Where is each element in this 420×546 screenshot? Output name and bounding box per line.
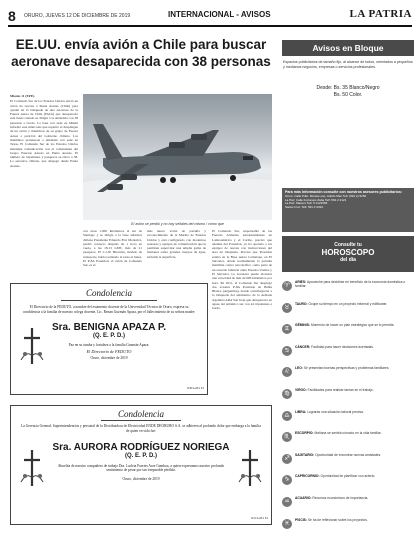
lily-cross-icon xyxy=(15,446,49,488)
avisos-title: Avisos en Bloque xyxy=(282,40,414,56)
aries-icon: ♈ xyxy=(282,281,292,291)
sign-text: Mañana se sentirá cómodo en la vida familiar. xyxy=(314,431,382,436)
horoscope-item-tauro xyxy=(282,302,414,324)
headline-line-2: aeronave desaparecida con 38 personas xyxy=(11,54,271,69)
lily-cross-icon-right xyxy=(233,446,267,488)
page-header xyxy=(8,8,412,24)
aircraft-photo xyxy=(83,94,272,220)
virgo-icon: ♍ xyxy=(282,389,292,399)
sign-text: Recursos económicos de importancia. xyxy=(312,495,369,500)
aquarius-icon: ♒ xyxy=(282,497,292,507)
sign-name: CÁNCER: xyxy=(295,344,311,349)
gemini-icon: ♊ xyxy=(282,324,292,334)
article-headline xyxy=(10,36,272,70)
horoscope-item-cancer xyxy=(282,345,414,367)
sign-name: ACUARIO: xyxy=(295,495,312,500)
header-date: ORURO, JUEVES 12 DE DICIEMBRE DE 2019 xyxy=(24,13,131,19)
article-column-1-text: El Comando Sur de los Estados Unidos envió un avión de rescate a Punta Arenas (Chile) para ayudar en la búsqueda de una aeronave de la Fuerza Aérea de Chile (FACh) que desapareció este lunes cuando se dirigía a la Antártida con 38 personas a bordo. La base con sede en Miami informó este miércoles que repartió el despliegue de un avión y miembros de su grupo de Fuerza Aérea a petición del Gobierno chileno. Los miembros pertenecen a unidades con sede en Texas, El Comando Sur de los Estados Unidos mantiene comunicación con el comandante del Grupo Fuerzas Aéreas en Punta Arenas. El número de tripulantes y pasajeros se elevó a 38. La aeronave chilena, que despegó desde Punta Arenas. xyxy=(10,99,78,168)
sign-name: CAPRICORNIO: xyxy=(295,474,320,479)
sign-text: Oportunidad de planificar con acierto. xyxy=(320,474,376,479)
sign-text: Oportunidad de encontrar nuevas amistades. xyxy=(315,452,382,457)
sign-name: ESCORPIO: xyxy=(295,431,314,436)
info-line: La Paz: Calle Fortunato Zaba Telf. 591 2 2121 xyxy=(285,197,347,202)
condolence-1-title-rule xyxy=(61,300,157,301)
horoscope-item-sagitario xyxy=(282,453,414,475)
sign-name: LIBRA: xyxy=(295,409,307,414)
sign-name: SAGITARIO: xyxy=(295,452,315,457)
sign-text: Momento de hacer un plan estratégico que se lo permita. xyxy=(310,323,395,328)
sign-text: Aproveche para decidirse en beneficio de la economía doméstica o familiar. xyxy=(295,280,406,289)
condolence-1-title: Condolencia xyxy=(86,288,132,298)
article-column-2: con unas 1.000 kilómetros al sur de Santiago y se dirigía a la base antártica chilena Presidente Eduardo Frei Montalva, perdió contacto después de 1 hora en vuelo, a las 18.13 GMT, más de 21 pasajeros. El C-130 Hércules, modelo de transporte, había realizado la tarea el lunes. El P-8A Poseidon, el avión de Comando Sur, es el xyxy=(83,229,142,268)
condolence-2-title: Condolencia xyxy=(118,409,164,419)
sign-name: ARIES: xyxy=(295,280,307,284)
sign-name: TAURO: xyxy=(295,301,308,306)
deceased-name-2: Sra. AURORA RODRÍGUEZ NORIEGA xyxy=(52,441,230,453)
info-line: Santa Cruz: Telf. 591 3 3324 xyxy=(285,205,323,210)
newspaper-name: LA PATRIA xyxy=(349,8,412,20)
info-line: La Paz: Macero Telf. 5 2123456 xyxy=(285,201,328,206)
horoscope-banner xyxy=(282,236,414,272)
condolence-1-body: El Directorio de la FEDUTO, a nombre del estamento docente de la Universidad Técnica de Oruro, expresa su condolencia a la familia de nuestro colega docente, Lic. Renan Guzmán Apaza, por el fallecimiento de su señora madre: xyxy=(22,305,196,314)
advertising-info-box xyxy=(282,188,414,232)
condolence-2-place-date: Oruro, diciembre de 2019 xyxy=(122,477,160,482)
condolence-1-signature: El Directorio de FEDUTO xyxy=(86,349,132,355)
sign-name: VIRGO: xyxy=(295,387,307,392)
price-color: Bs. 50 Color. xyxy=(333,92,363,98)
article-dateline: Miami, 11 (EFE). xyxy=(10,94,36,98)
horoscope-item-escorpio xyxy=(282,431,414,453)
price-bw: Desde: Bs. 35 Blanco/Negro xyxy=(316,85,380,91)
condolence-notice-1 xyxy=(10,283,208,395)
horoscope-list xyxy=(282,280,414,539)
horoscope-title: HOROSCOPO xyxy=(321,248,375,257)
qepd-label-1: (Q. E. P. D.) xyxy=(93,332,125,339)
condolence-1-code: 1230/A.M/1 E2 xyxy=(186,387,204,391)
scorpio-icon: ♏ xyxy=(282,432,292,442)
horoscope-item-aries xyxy=(282,280,414,302)
horoscope-item-piscis xyxy=(282,518,414,540)
article-column-1 xyxy=(10,94,78,264)
sign-text: Se ha de reflexionar sobre los proyectos. xyxy=(307,517,368,522)
horoscope-kicker: Consulte tu xyxy=(334,242,362,248)
lily-cross-icon xyxy=(15,324,49,366)
pisces-icon: ♓ xyxy=(282,519,292,529)
qepd-label-2: (Q. E. P. D.) xyxy=(125,452,157,459)
horoscope-item-capricornio xyxy=(282,474,414,496)
sign-text: Facilidades para realizar tareas en el trabajo. xyxy=(307,387,374,392)
horoscope-item-virgo xyxy=(282,388,414,410)
photo-caption: El avión se perdió y no hay señales del mismo / cómo que xyxy=(131,222,224,226)
aircraft-illustration xyxy=(83,94,272,220)
condolence-2-prayer: Abuelita de nuestro compañero de trabajo Dra. Ludvia Fuertes Arze Gamboa, a quien expresamos nuestro profundo sentimiento de pesar por tan irreparable pérdida. xyxy=(57,463,225,473)
article-column-3: más nuevo avión de patrulla y reconocimiento de la Marina de Estados Unidos y está configurado con modernos sensores y equipos de comunicación que le permiten supervisar una amplia gama de misiones sobre grandes cuerpos de agua, incluida la superficie. xyxy=(147,229,206,259)
condolence-2-title-rule xyxy=(101,420,181,421)
info-line: Oruro: Calle Pdte. Montes esq. Adolfo Mier Telf. (591 2) 5250 xyxy=(285,193,367,198)
condolence-1-place-date: Oruro, diciembre de 2019 xyxy=(90,356,128,361)
sign-text: Se presentan buenas perspectivas y problemas familiares. xyxy=(303,366,390,371)
condolence-1-prayer: Paz en su tumba y fortaleza a la familia Guzmán Apaza. xyxy=(68,342,150,347)
header-rule xyxy=(8,25,412,27)
horoscope-item-leo xyxy=(282,366,414,388)
section-title: INTERNACIONAL - AVISOS xyxy=(168,10,271,19)
sagittarius-icon: ♐ xyxy=(282,454,292,464)
horoscope-item-acuario xyxy=(282,496,414,518)
article-column-4: El Comando Sur, responsable de las Fuerzas Armadas estadounidenses en Latinoamérica y el Caribe, precisó que además del Poseidon, ya ha operado a los equipos de rescate con instrucciones del área de búsqueda. Precisó que Poseidon estaba en la Base Aérea Comalapa, en El Salvador, donde normalmente la patrulla marítima contra narcotráfico como parte de un acuerdo bilateral entre Estados Unidos y El Salvador. La aeronave puede alcanzar una velocidad de más de 900 kilómetros por hora. En 2011, el Comando Sur desplegó dos aviones P-8A Poseidon en Bahía Blanca (Argentina), donde contribuyeron a la búsqueda del submarino de la Armada argentina ARA San Juan que desapareció en aguas del Atlántico sur con 44 tripulantes a bordo. xyxy=(212,229,272,311)
sign-text: Lograrás una situación laboral precisa. xyxy=(307,409,364,414)
sign-name: LEO: xyxy=(295,366,303,371)
horoscope-item-geminis xyxy=(282,323,414,345)
leo-icon: ♌ xyxy=(282,367,292,377)
page-number: 8 xyxy=(8,8,16,24)
deceased-name-1: Sra. BENIGNA APAZA P. xyxy=(51,321,167,333)
condolence-2-code: 1231/A.M/1 E2 xyxy=(250,517,268,521)
sign-text: Facilidad para hacer decisiones acertadas. xyxy=(311,344,374,349)
sign-name: PISCIS: xyxy=(295,517,307,522)
avisos-description: Espacios publicitarios de tamaño fijo, al alcance de todos, orientados a pequeños y medianos negocios, empresas o servicios profesionales. xyxy=(283,60,413,69)
libra-icon: ♎ xyxy=(282,411,292,421)
sign-text: Ocupe su tiempo en un proyecto informal y edificante. xyxy=(308,301,388,306)
condolence-2-body: La Gerencia General, Superintendencias y personal de la Distribuidora de Electricidad ENDE DEORURO S.A. se adhieren al profundo dolor que embarga a la familia de quien en vida fue: xyxy=(21,424,261,433)
cancer-icon: ♋ xyxy=(282,346,292,356)
taurus-icon: ♉ xyxy=(282,303,292,313)
horoscope-item-libra xyxy=(282,410,414,432)
condolence-notice-2 xyxy=(10,405,272,525)
headline-line-1: EE.UU. envía avión a Chile para buscar xyxy=(15,37,267,52)
info-title: Para más información consulte con nuestros asesores publicitarios: xyxy=(285,190,403,194)
capricorn-icon: ♑ xyxy=(282,475,292,485)
avisos-prices xyxy=(283,85,413,99)
horoscope-subtitle: del día xyxy=(340,257,356,263)
sign-name: GÉMINIS: xyxy=(295,323,311,328)
